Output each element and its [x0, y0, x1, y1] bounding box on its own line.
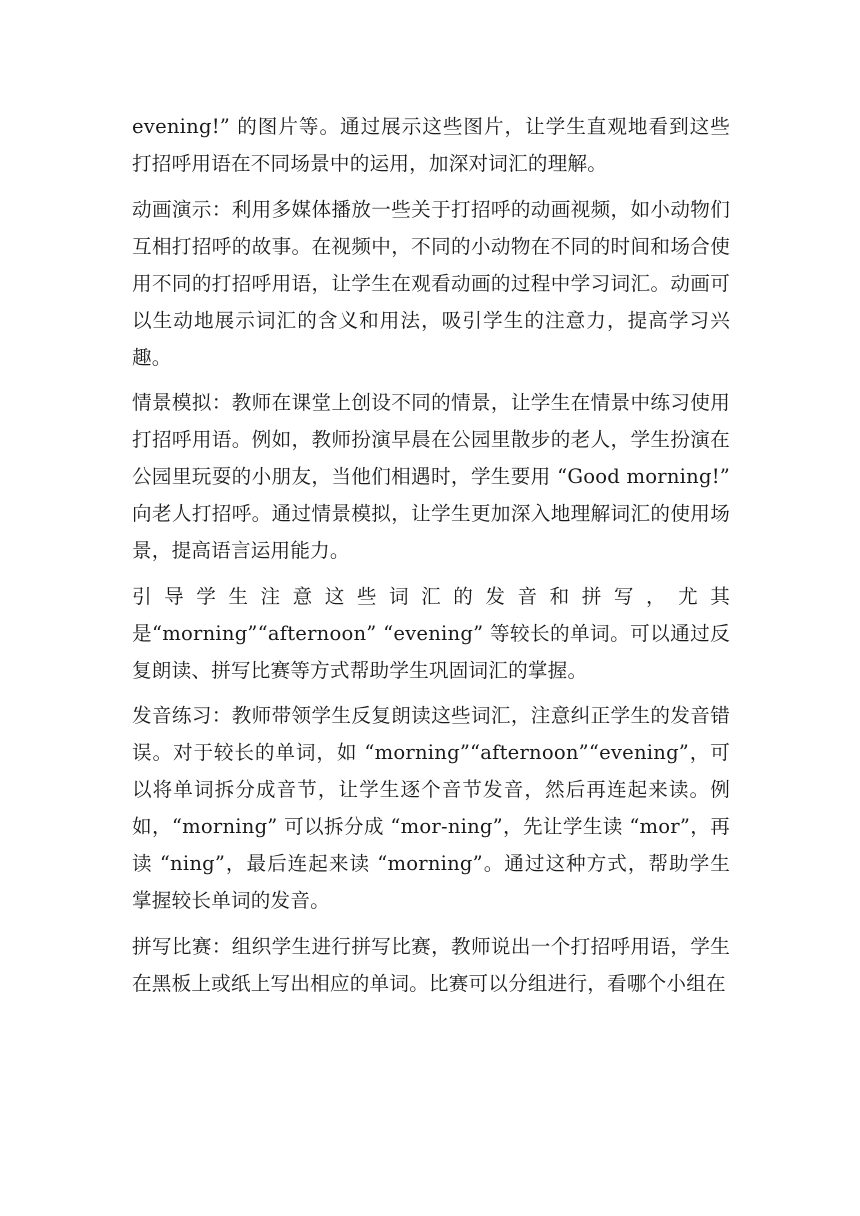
paragraph-scenario-simulation: 情景模拟：教师在课堂上创设不同的情景，让学生在情景中练习使用打招呼用语。例如，教师扮演早晨在公园里散步的老人，学生扮演在公园里玩耍的小朋友，当他们相遇时，学生要用 “Good morning!” 向老人打招呼。通过情景模拟，让学生更加深入地理解词汇的使用场景，提高语言运用能力。	[132, 391, 730, 562]
paragraph-pronunciation-guidance: 引导学生注意这些词汇的发音和拼写，尤其是“morning”“afternoon” “evening” 等较长的单词。可以通过反复朗读、拼写比赛等方式帮助学生巩固词汇的掌握。	[132, 584, 730, 682]
paragraph-picture-display: evening!” 的图片等。通过展示这些图片，让学生直观地看到这些打招呼用语在不同场景中的运用，加深对词汇的理解。	[132, 115, 730, 175]
document-body	[132, 108, 730, 1002]
paragraph-spelling-contest: 拼写比赛：组织学生进行拼写比赛，教师说出一个打招呼用语，学生在黑板上或纸上写出相应的单词。比赛可以分组进行，看哪个小组在	[132, 934, 730, 995]
paragraph-pronunciation-practice: 发音练习：教师带领学生反复朗读这些词汇，注意纠正学生的发音错误。对于较长的单词，如 “morning”“afternoon”“evening”，可以将单词拆分成音节，让学生逐个音节发音，然后再连起来读。例如，“morning” 可以拆分成 “mor-ning”，先让学生读 “mor”，再读 “ning”，最后连起来读 “morning”。通过这种方式，帮助学生掌握较长单词的发音。	[132, 704, 730, 912]
paragraph-animation-demo: 动画演示：利用多媒体播放一些关于打招呼的动画视频，如小动物们互相打招呼的故事。在视频中，不同的小动物在不同的时间和场合使用不同的打招呼用语，让学生在观看动画的过程中学习词汇。动画可以生动地展示词汇的含义和用法，吸引学生的注意力，提高学习兴趣。	[132, 197, 730, 369]
